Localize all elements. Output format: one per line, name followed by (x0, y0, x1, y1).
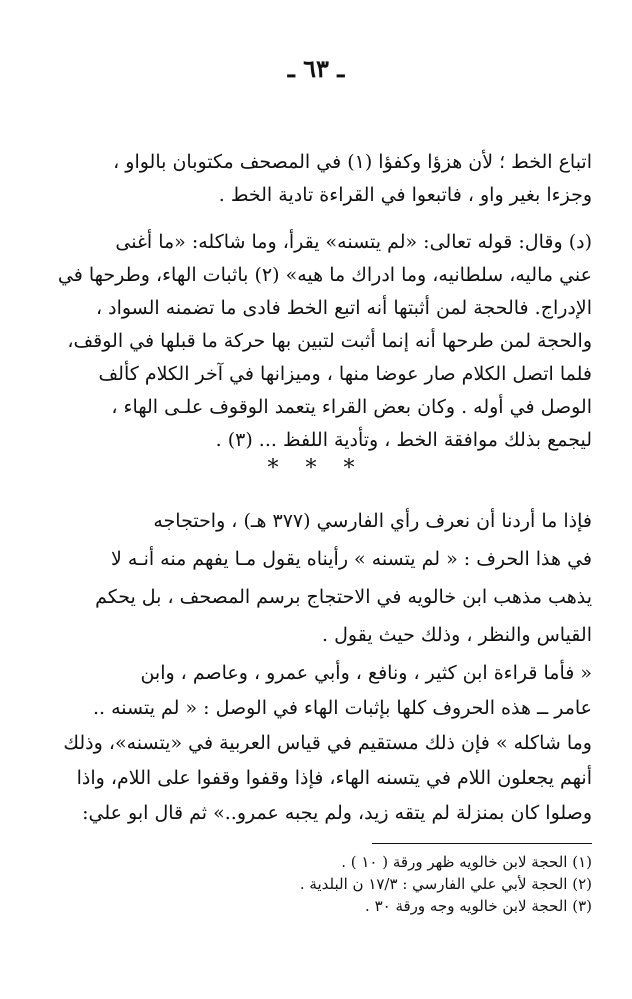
page-number: ـ ٦٣ ـ (287, 54, 345, 83)
text-line: والحجة لمن طرحها أنه إنما أثبت لتبين بها حركة ما قبلها في الوقف، (67, 330, 592, 352)
text-line: عني ماليه، سلطانيه، وما ادراك ما هيه» (٢) باثبات الهاء، وطرحها في (57, 264, 592, 286)
paragraph-1 (40, 146, 592, 212)
paragraph-3 (40, 502, 592, 654)
text-line: فإذا ما أردنا أن نعرف رأي الفارسي (٣٧٧ هـ) ، واحتجاجه (153, 510, 592, 532)
footnote: (٢) الحجة لأبي علي الفارسي : ١٧/٣ ن البلدية . (299, 875, 592, 893)
book-page (40, 0, 592, 999)
text-line: وصلوا كان بمنزلة لم يتقه زيد، ولم يجبه عمرو..» ثم قال ابو علي: (82, 802, 592, 824)
text-line: عامر ــ هذه الحروف كلها بإثبات الهاء في الوصل : « لم يتسنه .. (92, 697, 592, 719)
section-separator: * * * (267, 456, 365, 481)
text-line: يذهب مذهب ابن خالويه في الاحتجاج برسم المصحف ، بل يحكم (95, 586, 592, 608)
text-line: أنهم يجعلون اللام في يتسنه الهاء، فإذا وقفوا وقفوا على اللام، واذا (76, 767, 592, 789)
footnotes (40, 851, 592, 917)
text-line: في هذا الحرف : « لم يتسنه » رأيناه يقول مـا يفهم منه أنـه لا (110, 548, 592, 570)
text-line: الإدراج. فالحجة لمن أثبتها أنه اتبع الخط فادى ما تضمنه السواد ، (95, 297, 592, 319)
paragraph-4 (40, 656, 592, 831)
footnote: (٣) الحجة لابن خالويه وجه ورقة ٣٠ . (365, 897, 592, 915)
text-line: وجزءا بغير واو ، فاتبعوا في القراءة تادية الخط . (218, 184, 592, 206)
paragraph-2 (40, 226, 592, 457)
text-line: وما شاكله » فإن ذلك مستقيم في قياس العربية في «يتسنه»، وذلك (63, 732, 592, 754)
text-line: ليجمع بذلك موافقة الخط ، وتأدية اللفظ ... (٣) . (215, 429, 592, 451)
text-line: (د) وقال: قوله تعالى: «لم يتسنه» يقرأ، وما شاكله: «ما أغنى (115, 231, 592, 253)
text-line: القياس والنظر ، وذلك حيث يقول . (322, 624, 592, 646)
footnote-divider (372, 843, 592, 844)
text-line: الوصل في أوله . وكان بعض القراء يتعمد الوقوف علـى الهاء ، (111, 396, 592, 418)
footnote: (١) الحجة لابن خالويه ظهر ورقة ( ١٠ ) . (341, 853, 592, 871)
text-line: اتباع الخط ؛ لأن هزؤا وكفؤا (١) في المصحف مكتوبان بالواو ، (113, 151, 592, 173)
text-line: فلما اتصل الكلام صار عوضا منها ، وميزانها في آخر الكلام كألف (98, 363, 592, 385)
text-line: « فأما قراءة ابن كثير ، ونافع ، وأبي عمرو ، وعاصم ، وابن (140, 662, 592, 684)
